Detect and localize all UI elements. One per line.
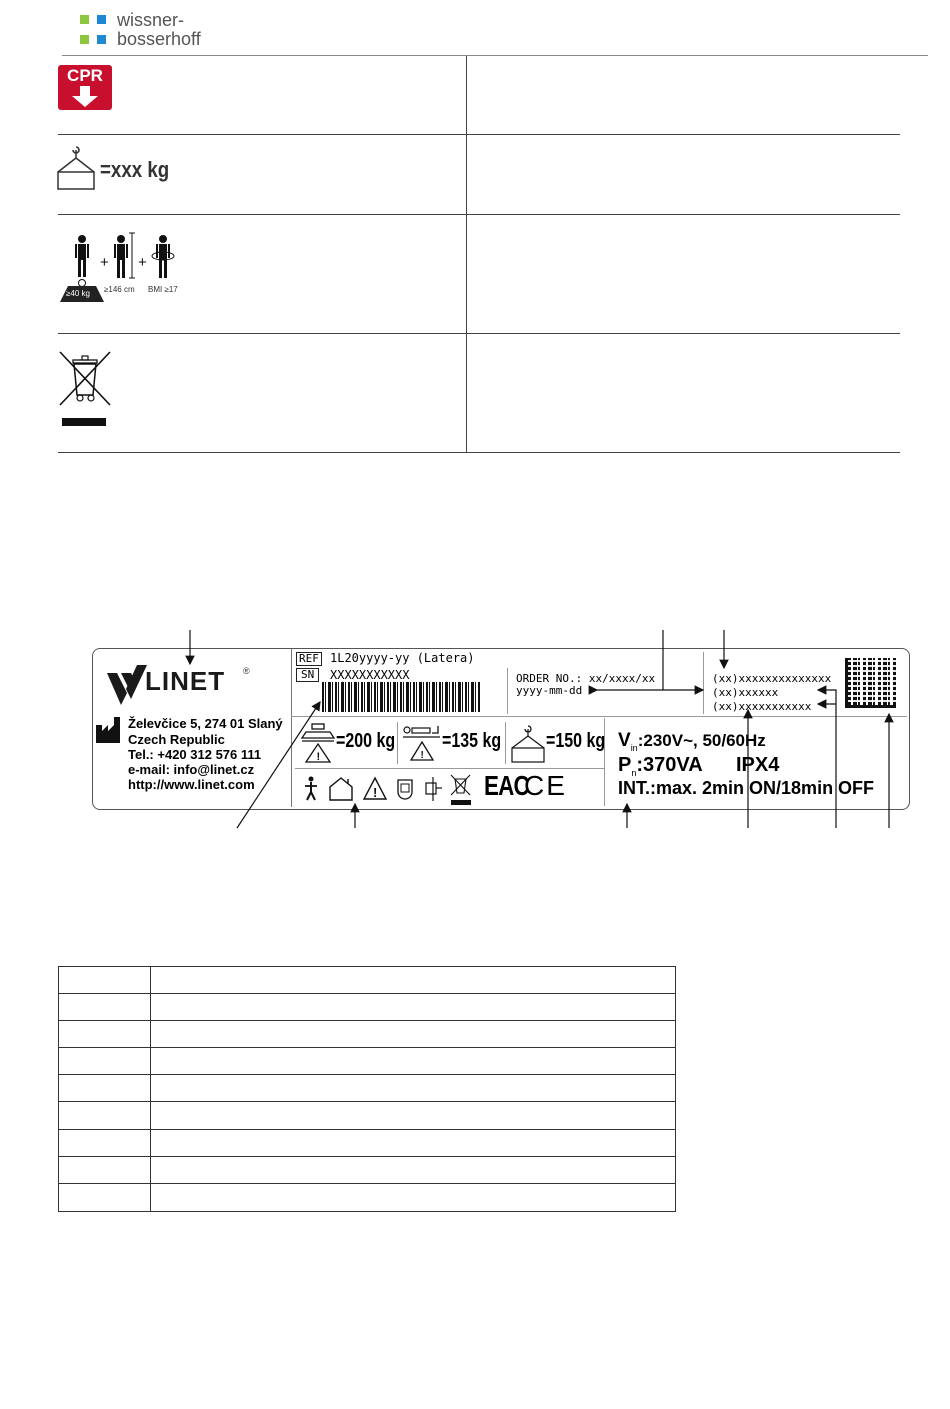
address-line: Želevčice 5, 274 01 Slaný: [128, 716, 283, 731]
pn-value: :370VA: [636, 754, 703, 776]
legend-table-row-line: [58, 993, 676, 994]
cpr-icon-text: CPR: [67, 66, 103, 85]
linet-brand: LINET: [145, 666, 226, 696]
logo-text-line2: bosserhoff: [117, 29, 201, 49]
ref-tag: REF: [296, 652, 322, 666]
patient-weight-label: ≥40 kg: [66, 289, 90, 298]
address-line: Czech Republic: [128, 732, 225, 747]
registered-mark: ®: [243, 666, 250, 676]
sn-tag: SN: [296, 668, 319, 682]
patient-height-label: ≥146 cm: [104, 285, 135, 294]
ip-rating: IPX4: [736, 754, 780, 776]
udi-line: (xx)xxxxxxxxxxxxxx: [712, 672, 832, 685]
udi-line: (xx)xxxxxxxxxxx: [712, 700, 812, 713]
swl-value: =150 kg: [546, 730, 606, 752]
legend-table-row-line: [58, 1183, 676, 1184]
legend-table-divider: [150, 966, 151, 1212]
address-line: e-mail: info@linet.cz: [128, 762, 255, 777]
order-number: ORDER NO.: xx/xxxx/xx: [516, 672, 656, 685]
legend-table-row-line: [58, 1047, 676, 1048]
legend-table-row-line: [58, 1074, 676, 1075]
legend-table-row-line: [58, 1129, 676, 1130]
vin-symbol: V: [618, 730, 631, 751]
legend-table-row-line: [58, 1020, 676, 1021]
legend-table-row-line: [58, 1101, 676, 1102]
pn-symbol: P: [618, 754, 632, 776]
svg-text:+: +: [100, 254, 109, 271]
svg-text:!: !: [420, 750, 424, 761]
svg-text:!: !: [373, 785, 378, 800]
address-line: Tel.: +420 312 576 111: [128, 747, 262, 762]
patient-bmi-label: BMI ≥17: [148, 285, 178, 294]
vin-value: :230V~, 50/60Hz: [637, 731, 766, 750]
ref-value: 1L20yyyy-yy (Latera): [330, 651, 475, 665]
legend-table-row-line: [58, 1156, 676, 1157]
max-load-value: =200 kg: [336, 730, 396, 752]
swl-text: =xxx kg: [100, 157, 170, 182]
vin-subscript: in: [630, 742, 638, 753]
ce-mark: CE: [524, 770, 567, 801]
svg-text:!: !: [316, 751, 321, 763]
intermittent-operation: INT.:max. 2min ON/18min OFF: [618, 778, 875, 798]
patient-max-weight-value: =135 kg: [442, 730, 502, 752]
eac-mark: EAC: [484, 770, 529, 801]
sn-value: XXXXXXXXXXX: [330, 668, 410, 682]
production-date: yyyy-mm-dd: [516, 684, 583, 697]
svg-text:+: +: [138, 254, 147, 271]
pn-subscript: n: [631, 768, 637, 778]
udi-line: (xx)xxxxxx: [712, 686, 779, 699]
address-line: http://www.linet.com: [128, 777, 255, 792]
logo-text-line1: wissner-: [117, 10, 185, 30]
